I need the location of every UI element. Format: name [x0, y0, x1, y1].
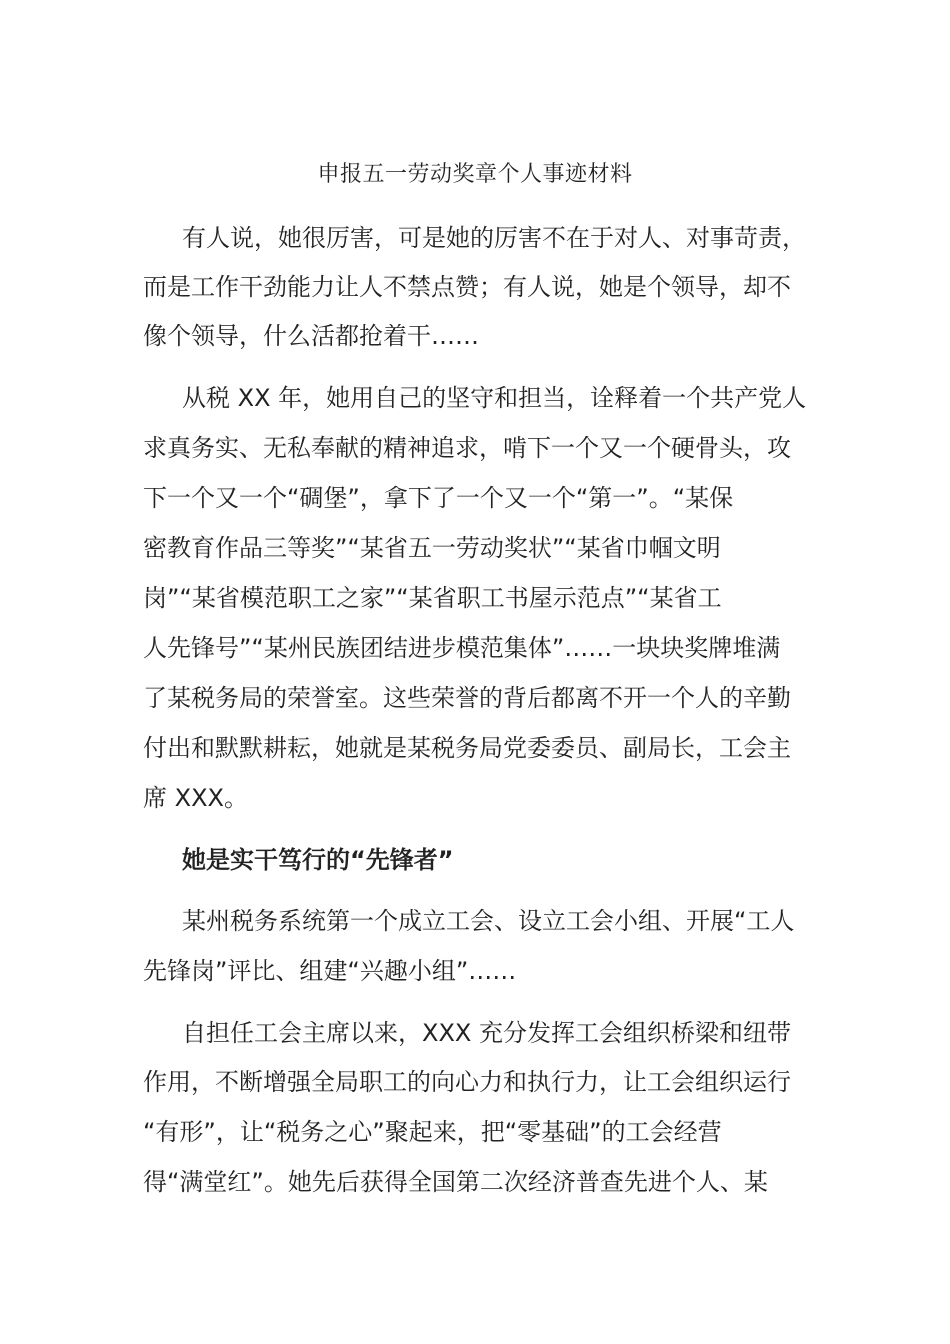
paragraph-line: 求真务实、无私奉献的精神追求，啃下一个又一个硬骨头，攻 — [143, 434, 791, 462]
paragraph-line: 从税 XX 年，她用自己的坚守和担当，诠释着一个共产党人 — [182, 384, 807, 412]
paragraph-line: 而是工作干劲能力让人不禁点赞；有人说，她是个领导，却不 — [143, 273, 791, 301]
paragraph-line: 人先锋号”“某州民族团结进步模范集体”……一块块奖牌堆满 — [143, 634, 781, 662]
paragraph-line: 付出和默默耕耘，她就是某税务局党委委员、副局长，工会主 — [143, 734, 791, 762]
document-title: 申报五一劳动奖章个人事迹材料 — [317, 162, 633, 187]
paragraph-line: 像个领导，什么活都抢着干…… — [143, 322, 479, 350]
paragraph-line: 先锋岗”评比、组建“兴趣小组”…… — [143, 957, 517, 985]
paragraph-line: 下一个又一个“碉堡”，拿下了一个又一个“第一”。“某保 — [143, 484, 734, 512]
paragraph-line: 作用，不断增强全局职工的向心力和执行力，让工会组织运行 — [143, 1068, 791, 1096]
paragraph-line: 席 XXX。 — [143, 784, 248, 812]
paragraph-line: 岗”“某省模范职工之家”“某省职工书屋示范点”“某省工 — [143, 584, 722, 612]
paragraph-line: 某州税务系统第一个成立工会、设立工会小组、开展“工人 — [182, 907, 795, 935]
paragraph-line: 有人说，她很厉害，可是她的厉害不在于对人、对事苛责， — [182, 224, 806, 252]
paragraph-line: 得“满堂红”。她先后获得全国第二次经济普查先进个人、某 — [143, 1168, 768, 1196]
paragraph-line: 自担任工会主席以来，XXX 充分发挥工会组织桥梁和纽带 — [182, 1019, 791, 1047]
paragraph-line: “有形”，让“税务之心”聚起来，把“零基础”的工会经营 — [143, 1118, 722, 1146]
section-heading: 她是实干笃行的“先锋者” — [182, 846, 454, 874]
paragraph-line: 密教育作品三等奖”“某省五一劳动奖状”“某省巾帼文明 — [143, 534, 721, 562]
paragraph-line: 了某税务局的荣誉室。这些荣誉的背后都离不开一个人的辛勤 — [143, 684, 791, 712]
